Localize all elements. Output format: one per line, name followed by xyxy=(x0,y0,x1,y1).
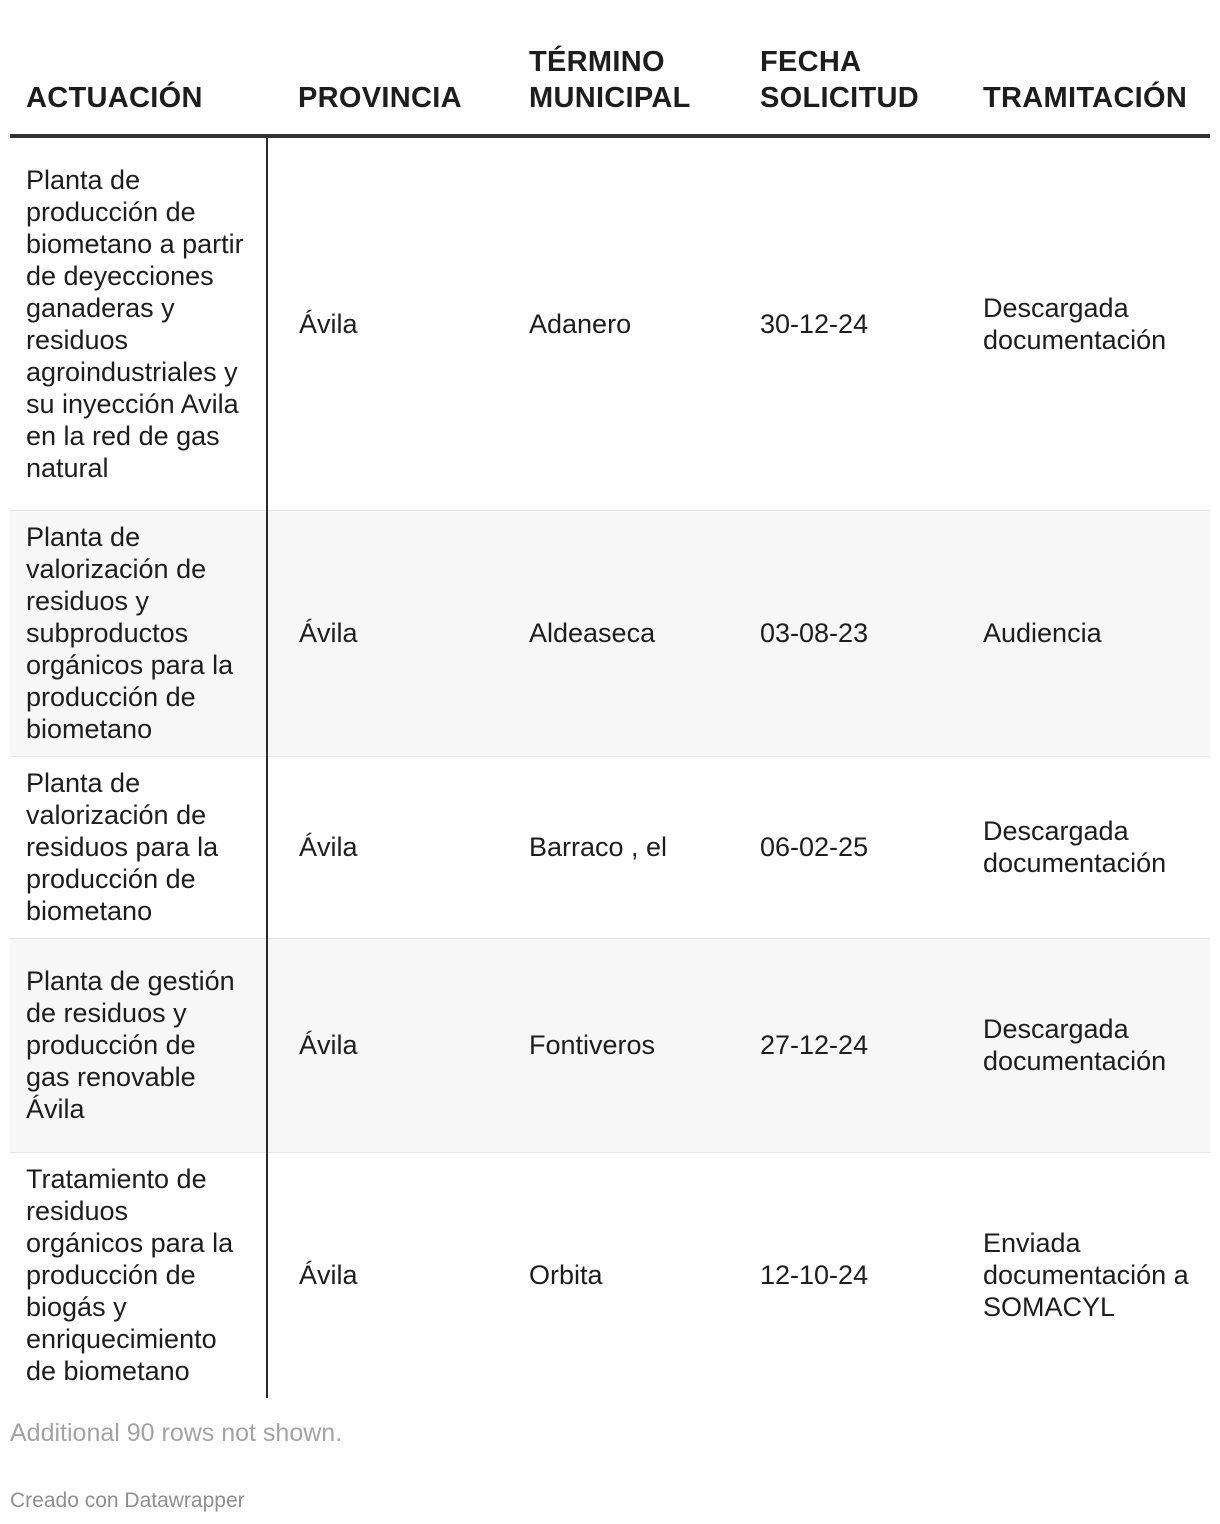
cell-provincia: Ávila xyxy=(267,136,498,510)
cell-provincia: Ávila xyxy=(267,1152,498,1398)
cell-fecha-solicitud: 06-02-25 xyxy=(729,756,952,938)
header-actuacion[interactable]: ACTUACIÓN xyxy=(10,0,267,136)
datawrapper-credit[interactable]: Creado con Datawrapper xyxy=(10,1489,245,1512)
cell-fecha-solicitud: 30-12-24 xyxy=(729,136,952,510)
cell-termino-municipal: Orbita xyxy=(498,1152,729,1398)
cell-termino-municipal: Fontiveros xyxy=(498,938,729,1152)
cell-actuacion: Planta de producción de biometano a partir de deyecciones ganaderas y residuos agroindustriales y su inyección Avila en la red de gas natural xyxy=(10,136,267,510)
cell-provincia: Ávila xyxy=(267,510,498,756)
cell-fecha-solicitud: 27-12-24 xyxy=(729,938,952,1152)
cell-actuacion: Planta de valorización de residuos y subproductos orgánicos para la producción de biometano xyxy=(10,510,267,756)
header-fecha-solicitud[interactable]: FECHA SOLICITUD xyxy=(729,0,952,136)
header-provincia[interactable]: PROVINCIA xyxy=(267,0,498,136)
cell-termino-municipal: Adanero xyxy=(498,136,729,510)
cell-tramitacion: Descargada documentación xyxy=(952,756,1210,938)
cell-provincia: Ávila xyxy=(267,938,498,1152)
cell-tramitacion: Enviada documentación a SOMACYL xyxy=(952,1152,1210,1398)
header-tramitacion[interactable]: TRAMITACIÓN xyxy=(952,0,1210,136)
cell-actuacion: Planta de valorización de residuos para la producción de biometano xyxy=(10,756,267,938)
cell-actuacion: Planta de gestión de residuos y producción de gas renovable Ávila xyxy=(10,938,267,1152)
table-row xyxy=(10,756,1210,938)
cell-termino-municipal: Barraco , el xyxy=(498,756,729,938)
table-row xyxy=(10,938,1210,1152)
additional-rows-note: Additional 90 rows not shown. xyxy=(10,1419,343,1447)
table-row xyxy=(10,510,1210,756)
header-row xyxy=(10,0,1210,136)
cell-tramitacion: Descargada documentación xyxy=(952,136,1210,510)
data-table-container xyxy=(10,0,1210,1398)
cell-termino-municipal: Aldeaseca xyxy=(498,510,729,756)
cell-tramitacion: Audiencia xyxy=(952,510,1210,756)
cell-fecha-solicitud: 03-08-23 xyxy=(729,510,952,756)
cell-tramitacion: Descargada documentación xyxy=(952,938,1210,1152)
table-body xyxy=(10,136,1210,1398)
table-header xyxy=(10,0,1210,136)
cell-fecha-solicitud: 12-10-24 xyxy=(729,1152,952,1398)
cell-provincia: Ávila xyxy=(267,756,498,938)
header-termino-municipal[interactable]: TÉRMINO MUNICIPAL xyxy=(498,0,729,136)
cell-actuacion: Tratamiento de residuos orgánicos para la producción de biogás y enriquecimiento de biometano xyxy=(10,1152,267,1398)
actuaciones-table xyxy=(10,0,1210,1398)
table-row xyxy=(10,1152,1210,1398)
table-row xyxy=(10,136,1210,510)
